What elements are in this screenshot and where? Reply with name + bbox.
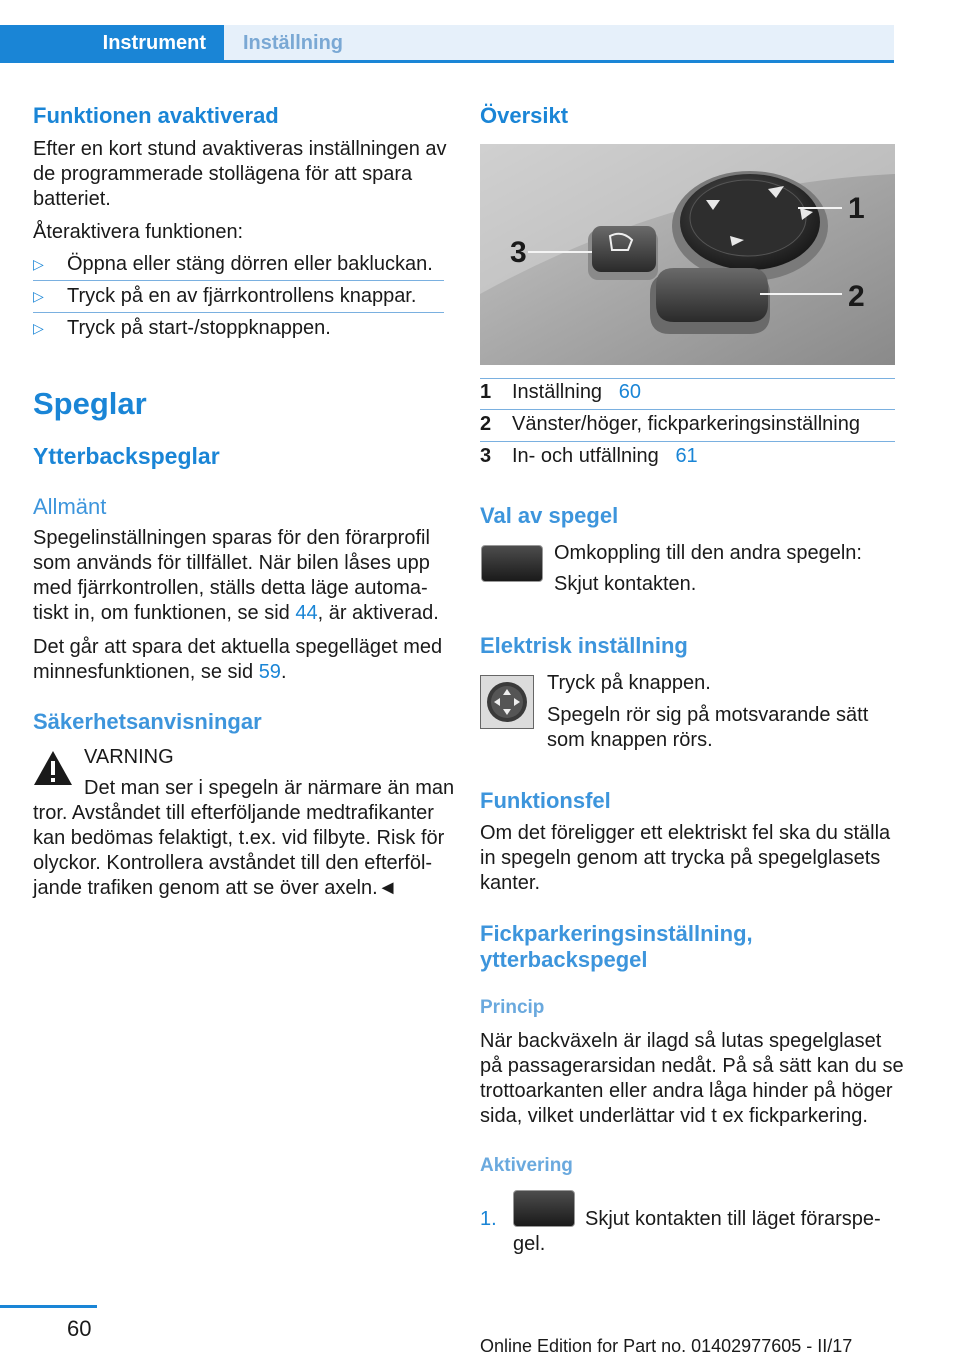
heading-fickparkering: Fickparkeringsinställning, ytterbackspegel [480, 921, 753, 972]
heading-ytterbackspeglar: Ytterbackspeglar [33, 443, 220, 469]
adjust-button-icon [480, 675, 534, 729]
page-link-60[interactable]: 60 [618, 381, 641, 403]
tab-instrument[interactable]: Instrument [0, 25, 224, 62]
heading-funktionsfel: Funktionsfel [480, 788, 611, 813]
heading-val-av-spegel: Val av spegel [480, 503, 619, 528]
page-link-44[interactable]: 44 [295, 602, 318, 624]
heading-speglar: Speglar [33, 386, 147, 421]
callout-3: 3 [510, 236, 527, 269]
mirror-switch-icon [481, 545, 543, 582]
tab-installning[interactable]: Inställning [224, 25, 894, 62]
warning-text: tror. Avståndet till efterföljande medtrafikanter kan bedömas felaktigt, t.ex. vid filbyte. Risk för olyckor. Kontrollera avståndet till den efterföl- jande trafiken genom att se över axeln.◄ [33, 802, 445, 899]
heading-oversikt: Översikt [480, 103, 569, 128]
paragraph-elektrisk: Tryck på knappen. Spegeln rör sig på motsvarande sätt som knappen rörs. [547, 672, 869, 751]
triangle-bullet-icon: ▷ [33, 288, 44, 304]
warning-icon [33, 750, 73, 786]
step-text-line1: Skjut kontakten till läget förarspe- [585, 1208, 881, 1230]
heading-elektrisk-installning: Elektrisk inställning [480, 633, 688, 658]
edition-footer: Online Edition for Part no. 01402977605 - II/17 [480, 1336, 853, 1356]
list-item: 1 Inställning 60 [480, 381, 641, 403]
paragraph-allmant: Spegelinställningen sparas för den förarprofil som används för tillfället. När bilen låses upp med fjärrkontrollen, ställs detta läge automa- tiskt in, om funktionen, se sid 44, är aktiverad. [33, 527, 439, 624]
page-link-59[interactable]: 59 [258, 661, 281, 683]
legend-list [480, 378, 895, 468]
list-item: 3 In- och utfällning 61 [480, 445, 698, 467]
mirror-switch-icon [513, 1190, 575, 1227]
callout-1: 1 [848, 192, 865, 225]
step-text-line2: gel. [513, 1233, 546, 1255]
heading-funktionen-avaktiverad: Funktionen avaktiverad [33, 103, 279, 128]
page-number: 60 [67, 1316, 92, 1341]
heading-allmant: Allmänt [33, 494, 107, 519]
triangle-bullet-icon: ▷ [33, 320, 44, 336]
paragraph-minnesfunktion: Det går att spara det aktuella spegelläget med minnesfunktionen, se sid 59. [33, 636, 443, 683]
callout-2: 2 [848, 280, 865, 313]
warning-text-first-line: Det man ser i spegeln är närmare än man [84, 777, 455, 799]
step-number: 1. [480, 1208, 497, 1230]
header-divider [0, 60, 894, 63]
divider [33, 312, 444, 313]
paragraph-ateraktivera: Återaktivera funktionen: [33, 221, 244, 243]
footer-divider [0, 1305, 97, 1308]
divider [33, 280, 444, 281]
paragraph-avaktiverad: Efter en kort stund avaktiveras inställningen av de programmerade stollägena för att spara batteriet. [33, 138, 447, 210]
paragraph-val: Omkoppling till den andra spegeln: Skjut kontakten. [554, 542, 862, 595]
page-link-61[interactable]: 61 [675, 445, 698, 467]
paragraph-princip: När backväxeln är ilagd så lutas spegelglaset på passagerarsidan nedåt. På så sätt kan du se trottoarkanten eller andra låga hinder på höger sida, vilket underlättar vid t ex fickparkering. [480, 1030, 904, 1127]
heading-princip: Princip [480, 997, 545, 1018]
paragraph-funktionsfel: Om det föreligger ett elektriskt fel ska du ställa in spegeln genom att trycka på spegelglasets kanter. [480, 822, 891, 894]
heading-aktivering: Aktivering [480, 1155, 573, 1176]
triangle-bullet-icon: ▷ [33, 256, 44, 272]
warning-title: VARNING [84, 746, 174, 768]
list-item: 2 Vänster/höger, fickparkeringsinställning [480, 413, 860, 435]
heading-sakerhetsanvisningar: Säkerhetsanvisningar [33, 709, 262, 734]
mirror-control-illustration [480, 144, 895, 365]
